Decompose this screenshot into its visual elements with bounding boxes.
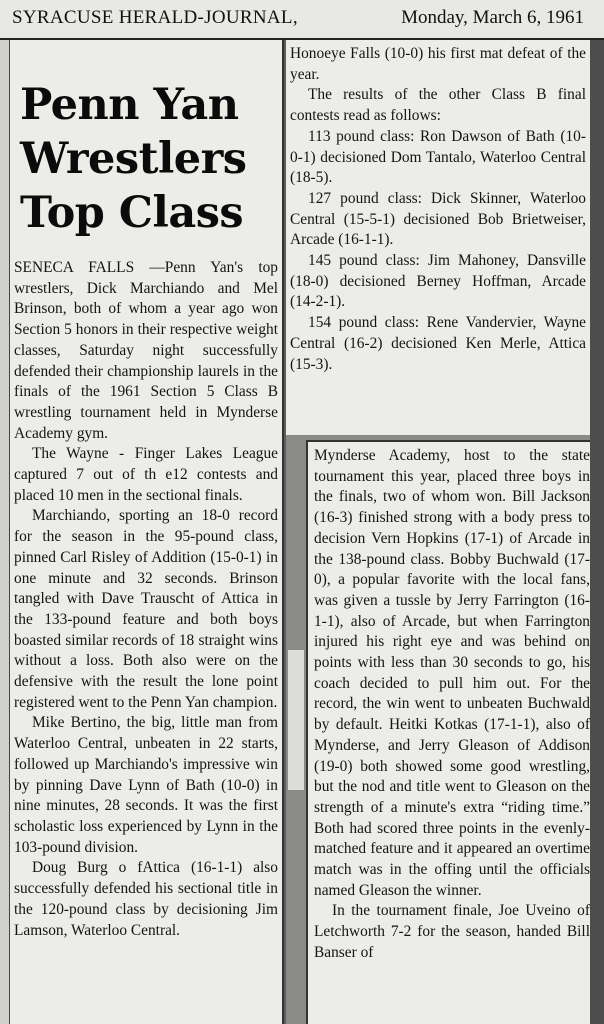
left-column <box>10 40 284 1024</box>
publication-date: Monday, March 6, 1961 <box>401 7 584 28</box>
headline-line: Top Class <box>20 188 244 238</box>
paragraph: 154 pound class: Rene Vandervier, Wayne Central (16-2) decisioned Ken Merle, Attica (15-3). <box>290 314 586 373</box>
paragraph: Doug Burg o fAttica (16-1-1) also successfully defended his sectional title in the 120-pound class by decisioning Jim Lamson, Waterloo Central. <box>14 859 278 939</box>
paragraph: The Wayne - Finger Lakes League captured 7 out of th e12 contests and placed 10 men in the sectional finals. <box>14 445 278 504</box>
paragraph: 145 pound class: Jim Mahoney, Dansville (18-0) decisioned Berney Hoffman, Arcade (14-2-1). <box>290 252 586 311</box>
paragraph: 127 pound class: Dick Skinner, Waterloo Central (15-5-1) decisioned Bob Brietweiser, Arcade (16-1-1). <box>290 189 586 249</box>
paragraph: In the tournament finale, Joe Uveino of Letchworth 7-2 for the season, handed Bill Banser of <box>314 902 590 961</box>
newspaper-name: SYRACUSE HERALD-JOURNAL, <box>12 7 298 28</box>
paragraph: 113 pound class: Ron Dawson of Bath (10-0-1) decisioned Dom Tantalo, Waterloo Central (18-5). <box>290 127 586 187</box>
adjacent-clipping-fragment <box>288 650 304 790</box>
paragraph: Mynderse Academy, host to the state tournament this year, placed three boys in the finals, two of whom won. Bill Jackson (16-3) finished strong with a body press to decision Vern Hopkins (17-1) of Arcade in the 138-pound class. Bobby Buchwald (17-0), a popular favorite with the local fans, was given a tussle by Jerry Farrington (16-1-1), also of Arcade, but when Farrington injured his right eye and was behind on points with less than 30 seconds to go, his coach decided to pull him out. For the record, the win went to unbeaten Buchwald by default. Heitki Kotkas (17-1-1), also of Mynderse, and Jerry Gleason of Addison (19-0) both showed some good wrestling, but the nod and title went to Gleason on the strength of a minute's extra “riding time.” Both had scored three points in the evenly-matched feature and it appeared an overtime match was in the offing until the officials named Gleason the winner. <box>314 447 590 899</box>
masthead <box>0 0 604 40</box>
paragraph: SENECA FALLS —Penn Yan's top wrestlers, Dick Marchiando and Mel Brinson, both of whom a year ago won Section 5 honors in their respective weight classes, Saturday night successfully defended their championship laurels in the finals of the 1961 Section 5 Class B wrestling tournament held in Mynderse Academy gym. <box>14 259 278 442</box>
headline-line: Wrestlers <box>20 134 247 184</box>
headline-line: Penn Yan <box>20 80 239 130</box>
right-edge-shadow <box>590 40 604 1024</box>
paragraph: Honoeye Falls (10-0) his first mat defeat of the year. <box>290 45 586 83</box>
paragraph: The results of the other Class B final contests read as follows: <box>290 86 586 125</box>
right-column-pasted-section <box>306 440 594 1024</box>
paragraph: Marchiando, sporting an 18-0 record for the season in the 95-pound class, pinned Carl Risley of Addition (15-0-1) in one minute and 32 seconds. Brinson tangled with Dave Trauscht of Attica in the 133-pound feature and both boys boasted similar records of 18 straight wins without a loss. Both also were on the defensive with the result the lone point registered went to the Penn Yan champion. <box>14 507 278 711</box>
right-column-top <box>286 40 590 435</box>
left-margin-strip <box>0 40 10 1024</box>
paragraph: Mike Bertino, the big, little man from Waterloo Central, unbeaten in 22 starts, followed up Marchiando's impressive win by pinning Dave Lynn of Bath (10-0) in nine minutes, 28 seconds. It was the first scholastic loss experienced by Lynn in the 103-pound division. <box>14 714 278 856</box>
headline <box>20 78 278 240</box>
